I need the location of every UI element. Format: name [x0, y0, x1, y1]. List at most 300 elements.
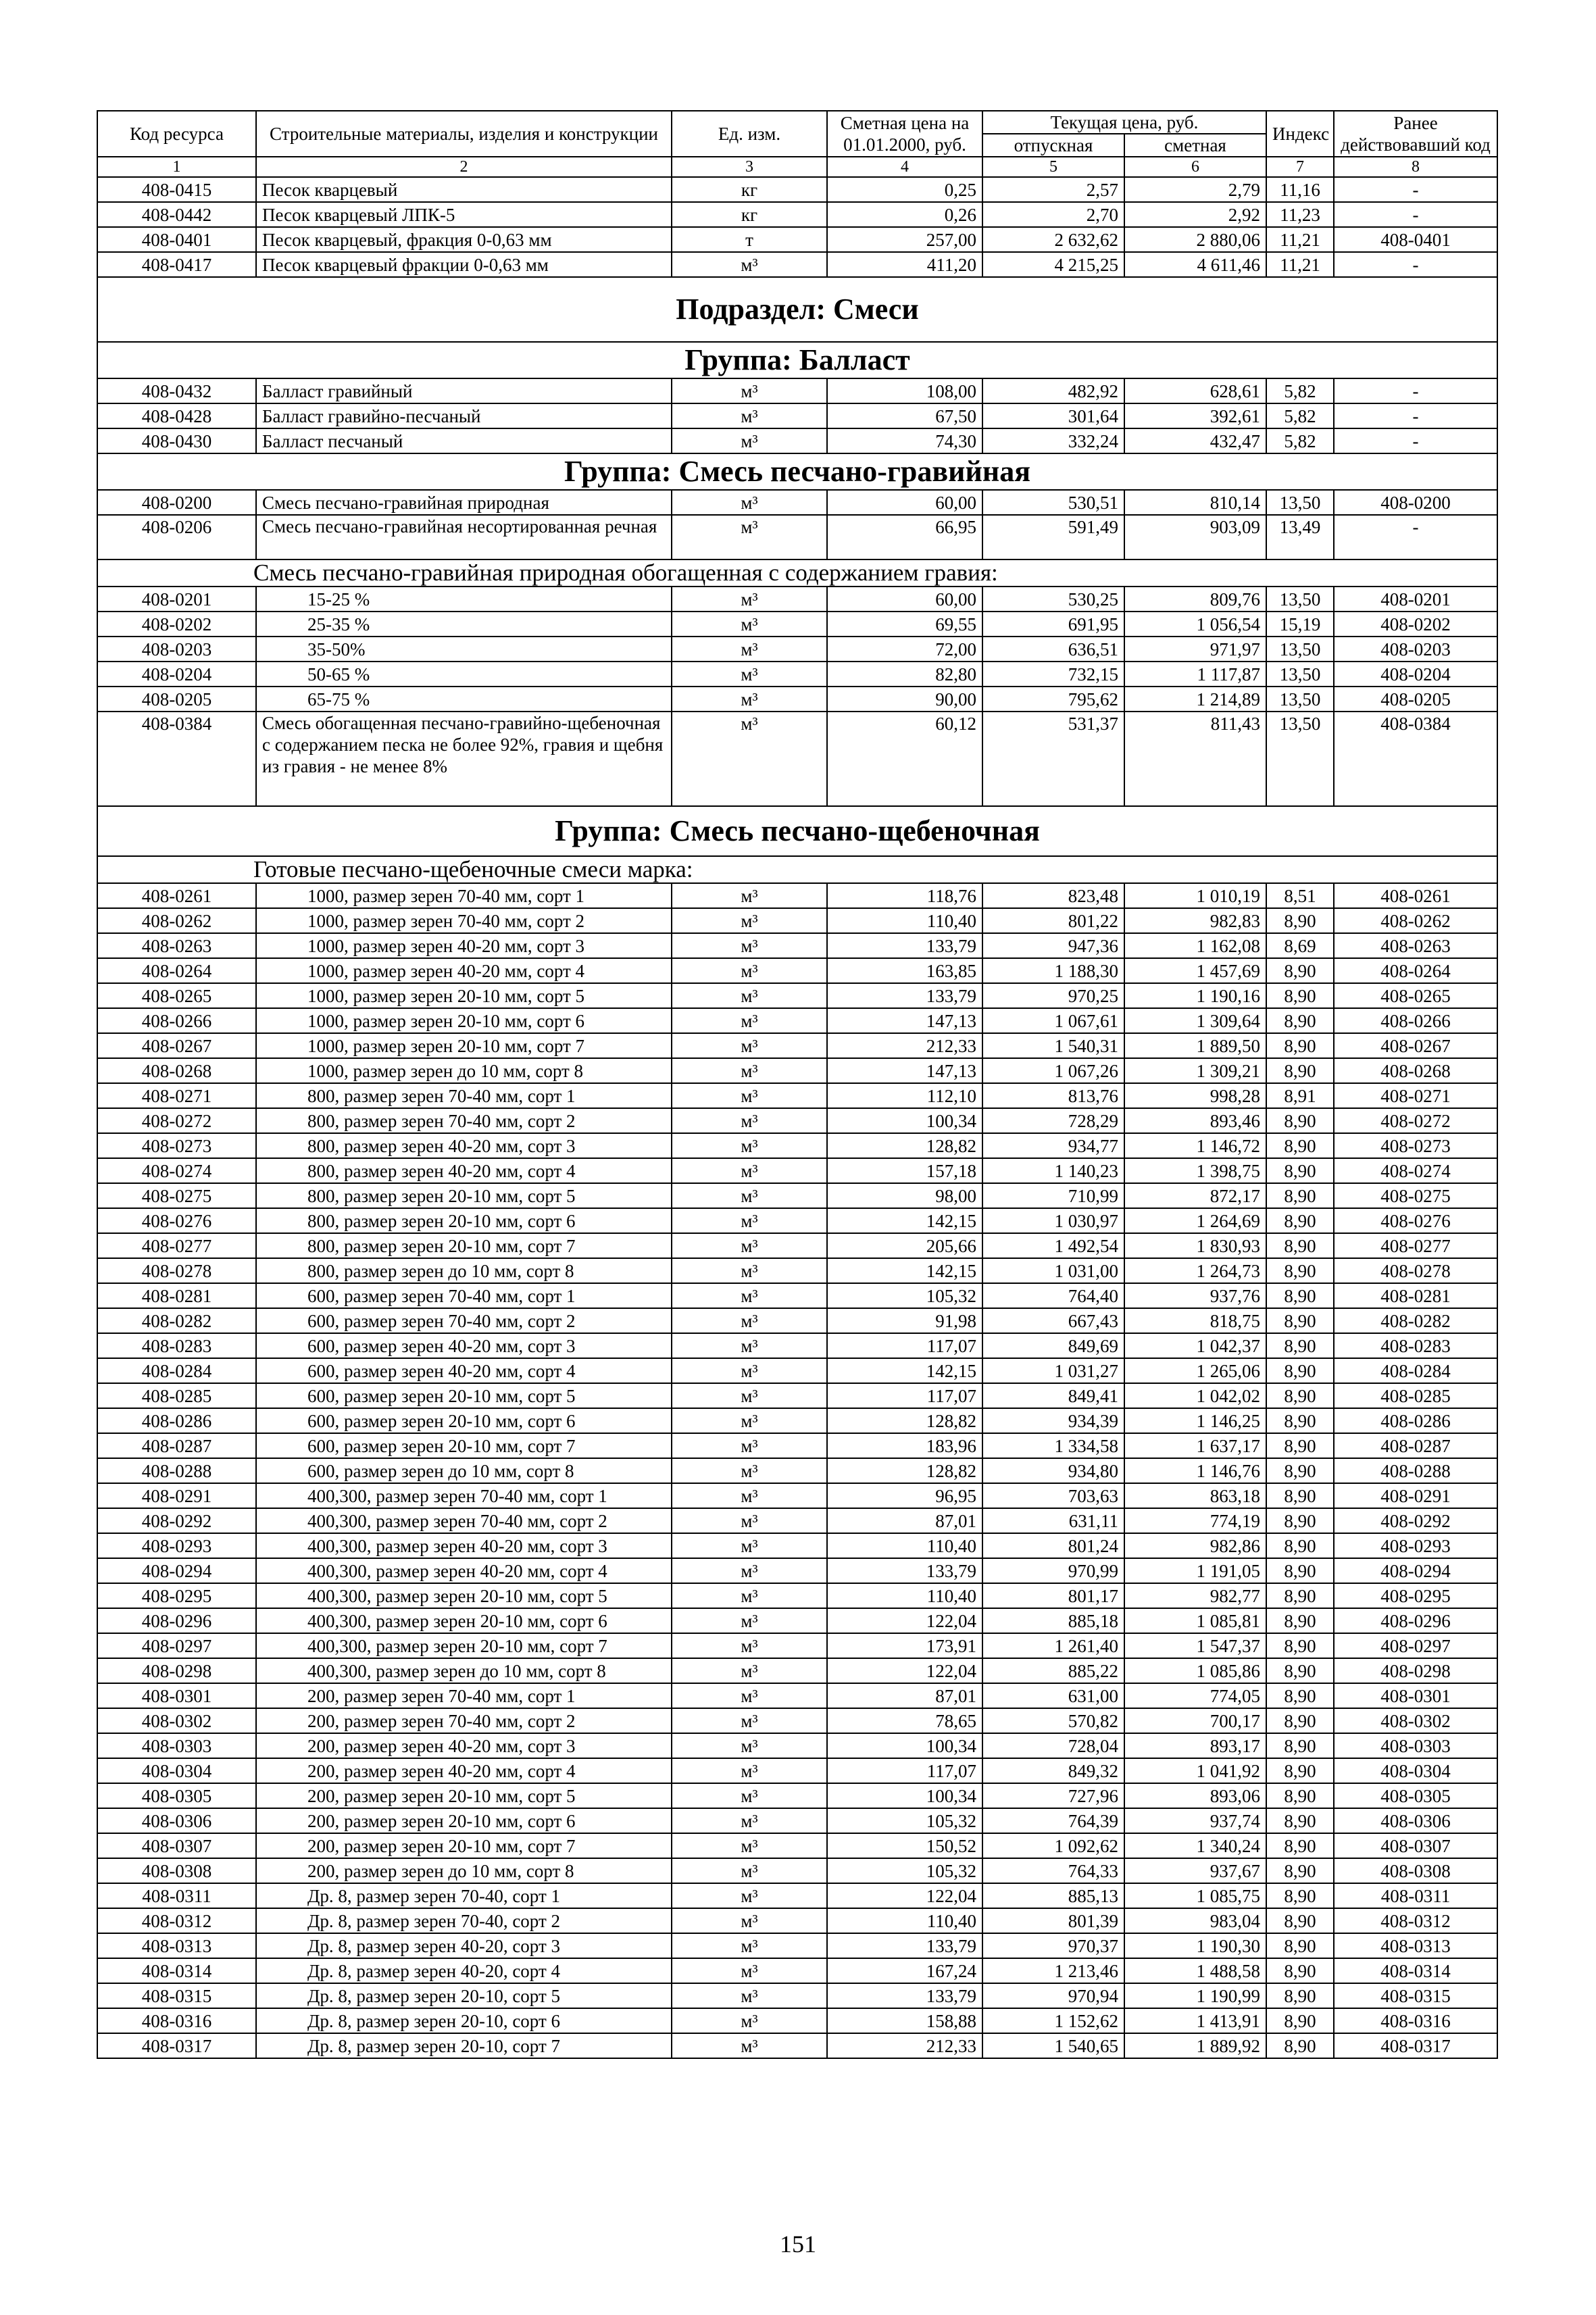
- resource-name: 15-25 %: [256, 587, 672, 612]
- previous-code-cell: 408-0201: [1334, 587, 1497, 612]
- table-row: [97, 1208, 1497, 1233]
- price-2000-cell: 69,55: [827, 612, 982, 637]
- unit-cell: м³: [672, 1608, 827, 1633]
- estimate-price-cell: 1 162,08: [1124, 933, 1266, 958]
- table-row: [97, 587, 1497, 612]
- previous-code-cell: 408-0203: [1334, 637, 1497, 662]
- price-2000-cell: 173,91: [827, 1633, 982, 1658]
- index-cell: 8,90: [1266, 2008, 1334, 2033]
- resource-name: 25-35 %: [256, 612, 672, 637]
- release-price-cell: 1 188,30: [982, 958, 1124, 983]
- unit-cell: м³: [672, 1083, 827, 1108]
- estimate-price-cell: 1 042,37: [1124, 1333, 1266, 1358]
- price-2000-cell: 67,50: [827, 403, 982, 428]
- price-2000-cell: 66,95: [827, 515, 982, 559]
- resource-name: Балласт песчаный: [256, 428, 672, 453]
- resource-code: 408-0287: [97, 1433, 256, 1458]
- table-row: [97, 428, 1497, 453]
- unit-cell: м³: [672, 1333, 827, 1358]
- table-row: [97, 1783, 1497, 1808]
- index-cell: 8,91: [1266, 1083, 1334, 1108]
- index-cell: 13,50: [1266, 687, 1334, 712]
- resource-code: 408-0286: [97, 1408, 256, 1433]
- unit-cell: м³: [672, 1108, 827, 1133]
- header-index: Индекс: [1266, 111, 1334, 157]
- estimate-price-cell: 818,75: [1124, 1308, 1266, 1333]
- table-row: [97, 933, 1497, 958]
- estimate-price-cell: 971,97: [1124, 637, 1266, 662]
- release-price-cell: 1 031,27: [982, 1358, 1124, 1383]
- price-2000-cell: 133,79: [827, 1983, 982, 2008]
- index-cell: 8,51: [1266, 883, 1334, 908]
- previous-code-cell: 408-0313: [1334, 1933, 1497, 1958]
- table-row: [97, 1908, 1497, 1933]
- previous-code-cell: -: [1334, 252, 1497, 277]
- subsection-title: Подраздел: Смеси: [97, 277, 1497, 342]
- previous-code-cell: 408-0274: [1334, 1158, 1497, 1183]
- index-cell: 8,90: [1266, 958, 1334, 983]
- unit-cell: м³: [672, 1733, 827, 1758]
- table-row: [97, 1408, 1497, 1433]
- price-2000-cell: 60,00: [827, 587, 982, 612]
- estimate-price-cell: 1 637,17: [1124, 1433, 1266, 1458]
- resource-name: 200, размер зерен 70-40 мм, сорт 1: [256, 1683, 672, 1708]
- previous-code-cell: -: [1334, 177, 1497, 202]
- previous-code-cell: 408-0312: [1334, 1908, 1497, 1933]
- unit-cell: м³: [672, 1408, 827, 1433]
- estimate-price-cell: 1 190,99: [1124, 1983, 1266, 2008]
- estimate-price-cell: 1 309,64: [1124, 1008, 1266, 1033]
- section-heading-row: [97, 453, 1497, 490]
- resource-name: Др. 8, размер зерен 70-40, сорт 2: [256, 1908, 672, 1933]
- resource-code: 408-0384: [97, 712, 256, 806]
- table-row: [97, 1308, 1497, 1333]
- estimate-price-cell: 1 146,25: [1124, 1408, 1266, 1433]
- estimate-price-cell: 810,14: [1124, 490, 1266, 515]
- unit-cell: м³: [672, 1258, 827, 1283]
- unit-cell: м³: [672, 515, 827, 559]
- resource-price-table: [97, 110, 1498, 2059]
- estimate-price-cell: 982,86: [1124, 1533, 1266, 1558]
- price-2000-cell: 78,65: [827, 1708, 982, 1733]
- release-price-cell: 1 067,26: [982, 1058, 1124, 1083]
- table-row: [97, 958, 1497, 983]
- resource-name: Др. 8, размер зерен 40-20, сорт 3: [256, 1933, 672, 1958]
- resource-name: 200, размер зерен 20-10 мм, сорт 7: [256, 1833, 672, 1858]
- previous-code-cell: 408-0263: [1334, 933, 1497, 958]
- index-cell: 8,90: [1266, 1233, 1334, 1258]
- resource-code: 408-0272: [97, 1108, 256, 1133]
- header-unit: Ед. изм.: [672, 111, 827, 157]
- release-price-cell: 301,64: [982, 403, 1124, 428]
- column-number: 2: [256, 157, 672, 177]
- resource-code: 408-0288: [97, 1458, 256, 1483]
- index-cell: 8,90: [1266, 1483, 1334, 1508]
- estimate-price-cell: 937,74: [1124, 1808, 1266, 1833]
- resource-code: 408-0261: [97, 883, 256, 908]
- estimate-price-cell: 983,04: [1124, 1908, 1266, 1933]
- unit-cell: м³: [672, 1808, 827, 1833]
- index-cell: 8,90: [1266, 1183, 1334, 1208]
- resource-code: 408-0264: [97, 958, 256, 983]
- release-price-cell: 801,22: [982, 908, 1124, 933]
- resource-code: 408-0401: [97, 227, 256, 252]
- resource-code: 408-0262: [97, 908, 256, 933]
- estimate-price-cell: 811,43: [1124, 712, 1266, 806]
- estimate-price-cell: 1 265,06: [1124, 1358, 1266, 1383]
- table-row: [97, 202, 1497, 227]
- unit-cell: м³: [672, 1933, 827, 1958]
- resource-name: 400,300, размер зерен 20-10 мм, сорт 7: [256, 1633, 672, 1658]
- resource-code: 408-0311: [97, 1883, 256, 1908]
- estimate-price-cell: 1 191,05: [1124, 1558, 1266, 1583]
- section-heading-row: [97, 856, 1497, 883]
- resource-name: 400,300, размер зерен до 10 мм, сорт 8: [256, 1658, 672, 1683]
- header-estimate-price: сметная: [1124, 134, 1266, 157]
- price-2000-cell: 205,66: [827, 1233, 982, 1258]
- price-2000-cell: 110,40: [827, 1533, 982, 1558]
- group-title-sand-crushed-stone: Группа: Смесь песчано-щебеночная: [97, 806, 1497, 856]
- resource-code: 408-0294: [97, 1558, 256, 1583]
- unit-cell: м³: [672, 1533, 827, 1558]
- estimate-price-cell: 700,17: [1124, 1708, 1266, 1733]
- price-2000-cell: 167,24: [827, 1958, 982, 1983]
- estimate-price-cell: 1 146,72: [1124, 1133, 1266, 1158]
- estimate-price-cell: 1 889,92: [1124, 2033, 1266, 2058]
- table-row: [97, 637, 1497, 662]
- estimate-price-cell: 1 547,37: [1124, 1633, 1266, 1658]
- resource-name: Др. 8, размер зерен 20-10, сорт 6: [256, 2008, 672, 2033]
- estimate-price-cell: 893,06: [1124, 1783, 1266, 1808]
- unit-cell: м³: [672, 662, 827, 687]
- price-2000-cell: 142,15: [827, 1258, 982, 1283]
- resource-name: 800, размер зерен 70-40 мм, сорт 1: [256, 1083, 672, 1108]
- price-2000-cell: 72,00: [827, 637, 982, 662]
- unit-cell: м³: [672, 983, 827, 1008]
- unit-cell: м³: [672, 1558, 827, 1583]
- resource-name: 800, размер зерен 20-10 мм, сорт 7: [256, 1233, 672, 1258]
- resource-name: Др. 8, размер зерен 70-40, сорт 1: [256, 1883, 672, 1908]
- table-row: [97, 378, 1497, 403]
- table-row: [97, 1608, 1497, 1633]
- price-2000-cell: 257,00: [827, 227, 982, 252]
- resource-name: 600, размер зерен 70-40 мм, сорт 1: [256, 1283, 672, 1308]
- price-2000-cell: 128,82: [827, 1458, 982, 1483]
- price-2000-cell: 133,79: [827, 1558, 982, 1583]
- table-row: [97, 1733, 1497, 1758]
- index-cell: 8,90: [1266, 1058, 1334, 1083]
- release-price-cell: 1 213,46: [982, 1958, 1124, 1983]
- table-row: [97, 227, 1497, 252]
- index-cell: 8,90: [1266, 1708, 1334, 1733]
- unit-cell: м³: [672, 1433, 827, 1458]
- unit-cell: м³: [672, 958, 827, 983]
- previous-code-cell: 408-0314: [1334, 1958, 1497, 1983]
- resource-code: 408-0271: [97, 1083, 256, 1108]
- unit-cell: м³: [672, 1283, 827, 1308]
- column-number: 3: [672, 157, 827, 177]
- index-cell: 8,90: [1266, 1158, 1334, 1183]
- estimate-price-cell: 893,46: [1124, 1108, 1266, 1133]
- estimate-price-cell: 937,76: [1124, 1283, 1266, 1308]
- release-price-cell: 332,24: [982, 428, 1124, 453]
- resource-name: Смесь обогащенная песчано-гравийно-щебеночная с содержанием песка не более 92%, гравия и щебня из гравия - не менее 8%: [256, 712, 672, 806]
- estimate-price-cell: 4 611,46: [1124, 252, 1266, 277]
- previous-code-cell: -: [1334, 378, 1497, 403]
- release-price-cell: 1 540,65: [982, 2033, 1124, 2058]
- price-2000-cell: 118,76: [827, 883, 982, 908]
- resource-code: 408-0285: [97, 1383, 256, 1408]
- column-number: 4: [827, 157, 982, 177]
- unit-cell: м³: [672, 1858, 827, 1883]
- previous-code-cell: 408-0306: [1334, 1808, 1497, 1833]
- release-price-cell: 885,22: [982, 1658, 1124, 1683]
- release-price-cell: 849,69: [982, 1333, 1124, 1358]
- release-price-cell: 934,77: [982, 1133, 1124, 1158]
- table-row: [97, 662, 1497, 687]
- release-price-cell: 691,95: [982, 612, 1124, 637]
- resource-name: 600, размер зерен 20-10 мм, сорт 5: [256, 1383, 672, 1408]
- estimate-price-cell: 1 309,21: [1124, 1058, 1266, 1083]
- resource-name: 800, размер зерен 40-20 мм, сорт 4: [256, 1158, 672, 1183]
- resource-code: 408-0430: [97, 428, 256, 453]
- column-number: 6: [1124, 157, 1266, 177]
- table-row: [97, 1533, 1497, 1558]
- index-cell: 13,50: [1266, 490, 1334, 515]
- release-price-cell: 795,62: [982, 687, 1124, 712]
- resource-name: Балласт гравийный: [256, 378, 672, 403]
- index-cell: 8,90: [1266, 1858, 1334, 1883]
- table-row: [97, 1883, 1497, 1908]
- release-price-cell: 727,96: [982, 1783, 1124, 1808]
- index-cell: 13,50: [1266, 712, 1334, 806]
- price-2000-cell: 122,04: [827, 1658, 982, 1683]
- estimate-price-cell: 2 880,06: [1124, 227, 1266, 252]
- page-number: 151: [780, 2231, 816, 2258]
- estimate-price-cell: 809,76: [1124, 587, 1266, 612]
- index-cell: 8,90: [1266, 1133, 1334, 1158]
- price-2000-cell: 112,10: [827, 1083, 982, 1108]
- unit-cell: м³: [672, 1158, 827, 1183]
- table-row: [97, 1183, 1497, 1208]
- estimate-price-cell: 774,05: [1124, 1683, 1266, 1708]
- release-price-cell: 1 261,40: [982, 1633, 1124, 1658]
- resource-code: 408-0442: [97, 202, 256, 227]
- previous-code-cell: 408-0285: [1334, 1383, 1497, 1408]
- release-price-cell: 591,49: [982, 515, 1124, 559]
- estimate-price-cell: 432,47: [1124, 428, 1266, 453]
- release-price-cell: 849,32: [982, 1758, 1124, 1783]
- resource-name: 600, размер зерен 40-20 мм, сорт 3: [256, 1333, 672, 1358]
- resource-name: 200, размер зерен 70-40 мм, сорт 2: [256, 1708, 672, 1733]
- previous-code-cell: 408-0288: [1334, 1458, 1497, 1483]
- resource-name: 200, размер зерен 20-10 мм, сорт 5: [256, 1783, 672, 1808]
- price-2000-cell: 110,40: [827, 1583, 982, 1608]
- previous-code-cell: 408-0317: [1334, 2033, 1497, 2058]
- index-cell: 8,90: [1266, 1808, 1334, 1833]
- table-row: [97, 908, 1497, 933]
- resource-code: 408-0203: [97, 637, 256, 662]
- release-price-cell: 934,39: [982, 1408, 1124, 1433]
- unit-cell: м³: [672, 1183, 827, 1208]
- previous-code-cell: 408-0301: [1334, 1683, 1497, 1708]
- table-row: [97, 1483, 1497, 1508]
- resource-code: 408-0281: [97, 1283, 256, 1308]
- release-price-cell: 1 334,58: [982, 1433, 1124, 1458]
- resource-code: 408-0296: [97, 1608, 256, 1633]
- estimate-price-cell: 1 117,87: [1124, 662, 1266, 687]
- resource-name: 800, размер зерен 40-20 мм, сорт 3: [256, 1133, 672, 1158]
- estimate-price-cell: 1 190,16: [1124, 983, 1266, 1008]
- group-title-sand-gravel: Группа: Смесь песчано-гравийная: [97, 453, 1497, 490]
- resource-name: 200, размер зерен до 10 мм, сорт 8: [256, 1858, 672, 1883]
- release-price-cell: 530,51: [982, 490, 1124, 515]
- previous-code-cell: 408-0284: [1334, 1358, 1497, 1383]
- section-heading-row: [97, 806, 1497, 856]
- index-cell: 8,90: [1266, 1683, 1334, 1708]
- resource-name: 1000, размер зерен 40-20 мм, сорт 4: [256, 958, 672, 983]
- table-row: [97, 403, 1497, 428]
- release-price-cell: 823,48: [982, 883, 1124, 908]
- table-row: [97, 1558, 1497, 1583]
- estimate-price-cell: 982,77: [1124, 1583, 1266, 1608]
- resource-code: 408-0415: [97, 177, 256, 202]
- resource-code: 408-0274: [97, 1158, 256, 1183]
- resource-name: 400,300, размер зерен 20-10 мм, сорт 5: [256, 1583, 672, 1608]
- unit-cell: м³: [672, 1908, 827, 1933]
- unit-cell: м³: [672, 1033, 827, 1058]
- previous-code-cell: 408-0303: [1334, 1733, 1497, 1758]
- price-2000-cell: 96,95: [827, 1483, 982, 1508]
- resource-code: 408-0284: [97, 1358, 256, 1383]
- table-row: [97, 1708, 1497, 1733]
- price-2000-cell: 133,79: [827, 983, 982, 1008]
- resource-code: 408-0263: [97, 933, 256, 958]
- header-release-price: отпускная: [982, 134, 1124, 157]
- index-cell: 13,50: [1266, 637, 1334, 662]
- previous-code-cell: 408-0401: [1334, 227, 1497, 252]
- resource-code: 408-0267: [97, 1033, 256, 1058]
- previous-code-cell: 408-0384: [1334, 712, 1497, 806]
- unit-cell: м³: [672, 883, 827, 908]
- index-cell: 8,90: [1266, 1608, 1334, 1633]
- price-2000-cell: 128,82: [827, 1408, 982, 1433]
- index-cell: 13,49: [1266, 515, 1334, 559]
- index-cell: 8,90: [1266, 1833, 1334, 1858]
- unit-cell: кг: [672, 177, 827, 202]
- table-row: [97, 515, 1497, 559]
- resource-name: Др. 8, размер зерен 40-20, сорт 4: [256, 1958, 672, 1983]
- release-price-cell: 885,18: [982, 1608, 1124, 1633]
- estimate-price-cell: 1 085,86: [1124, 1658, 1266, 1683]
- table-row: [97, 1833, 1497, 1858]
- unit-cell: м³: [672, 403, 827, 428]
- index-cell: 8,90: [1266, 1258, 1334, 1283]
- resource-name: 600, размер зерен 20-10 мм, сорт 7: [256, 1433, 672, 1458]
- estimate-price-cell: 1 398,75: [1124, 1158, 1266, 1183]
- unit-cell: м³: [672, 490, 827, 515]
- price-2000-cell: 133,79: [827, 1933, 982, 1958]
- release-price-cell: 801,17: [982, 1583, 1124, 1608]
- index-cell: 8,90: [1266, 1033, 1334, 1058]
- resource-name: 600, размер зерен 70-40 мм, сорт 2: [256, 1308, 672, 1333]
- resource-code: 408-0417: [97, 252, 256, 277]
- index-cell: 8,90: [1266, 1333, 1334, 1358]
- estimate-price-cell: 2,92: [1124, 202, 1266, 227]
- previous-code-cell: 408-0298: [1334, 1658, 1497, 1683]
- resource-name: 200, размер зерен 40-20 мм, сорт 4: [256, 1758, 672, 1783]
- table-row: [97, 1058, 1497, 1083]
- release-price-cell: 801,24: [982, 1533, 1124, 1558]
- release-price-cell: 947,36: [982, 933, 1124, 958]
- previous-code-cell: 408-0262: [1334, 908, 1497, 933]
- resource-name: Песок кварцевый фракции 0-0,63 мм: [256, 252, 672, 277]
- resource-name: 800, размер зерен до 10 мм, сорт 8: [256, 1258, 672, 1283]
- unit-cell: м³: [672, 1708, 827, 1733]
- table-row: [97, 1158, 1497, 1183]
- unit-cell: м³: [672, 933, 827, 958]
- index-cell: 13,50: [1266, 662, 1334, 687]
- resource-code: 408-0283: [97, 1333, 256, 1358]
- index-cell: 8,90: [1266, 1633, 1334, 1658]
- resource-code: 408-0204: [97, 662, 256, 687]
- release-price-cell: 631,00: [982, 1683, 1124, 1708]
- estimate-price-cell: 982,83: [1124, 908, 1266, 933]
- table-row: [97, 252, 1497, 277]
- table-body: [97, 111, 1497, 2058]
- index-cell: 11,16: [1266, 177, 1334, 202]
- estimate-price-cell: 1 264,69: [1124, 1208, 1266, 1233]
- previous-code-cell: 408-0204: [1334, 662, 1497, 687]
- estimate-price-cell: 1 413,91: [1124, 2008, 1266, 2033]
- resource-name: 200, размер зерен 20-10 мм, сорт 6: [256, 1808, 672, 1833]
- resource-name: 1000, размер зерен 70-40 мм, сорт 1: [256, 883, 672, 908]
- index-cell: 5,82: [1266, 378, 1334, 403]
- header-current-price: Текущая цена, руб.: [982, 111, 1266, 134]
- table-row: [97, 1108, 1497, 1133]
- resource-code: 408-0307: [97, 1833, 256, 1858]
- previous-code-cell: 408-0267: [1334, 1033, 1497, 1058]
- index-cell: 8,90: [1266, 1658, 1334, 1683]
- header-name: Строительные материалы, изделия и конструкции: [256, 111, 672, 157]
- resource-code: 408-0303: [97, 1733, 256, 1758]
- release-price-cell: 885,13: [982, 1883, 1124, 1908]
- table-header-row: [97, 111, 1497, 134]
- unit-cell: м³: [672, 1983, 827, 2008]
- price-document: [97, 110, 1497, 2059]
- price-2000-cell: 110,40: [827, 1908, 982, 1933]
- index-cell: 8,90: [1266, 1108, 1334, 1133]
- price-2000-cell: 133,79: [827, 933, 982, 958]
- resource-name: 1000, размер зерен 40-20 мм, сорт 3: [256, 933, 672, 958]
- resource-code: 408-0432: [97, 378, 256, 403]
- previous-code-cell: 408-0282: [1334, 1308, 1497, 1333]
- section-heading-row: [97, 277, 1497, 342]
- resource-name: 1000, размер зерен 20-10 мм, сорт 6: [256, 1008, 672, 1033]
- previous-code-cell: -: [1334, 428, 1497, 453]
- release-price-cell: 934,80: [982, 1458, 1124, 1483]
- resource-code: 408-0298: [97, 1658, 256, 1683]
- resource-name: 50-65 %: [256, 662, 672, 687]
- column-number: 5: [982, 157, 1124, 177]
- resource-code: 408-0293: [97, 1533, 256, 1558]
- resource-code: 408-0202: [97, 612, 256, 637]
- estimate-price-cell: 628,61: [1124, 378, 1266, 403]
- table-row: [97, 1933, 1497, 1958]
- table-row: [97, 1133, 1497, 1158]
- previous-code-cell: 408-0292: [1334, 1508, 1497, 1533]
- section-heading-row: [97, 342, 1497, 378]
